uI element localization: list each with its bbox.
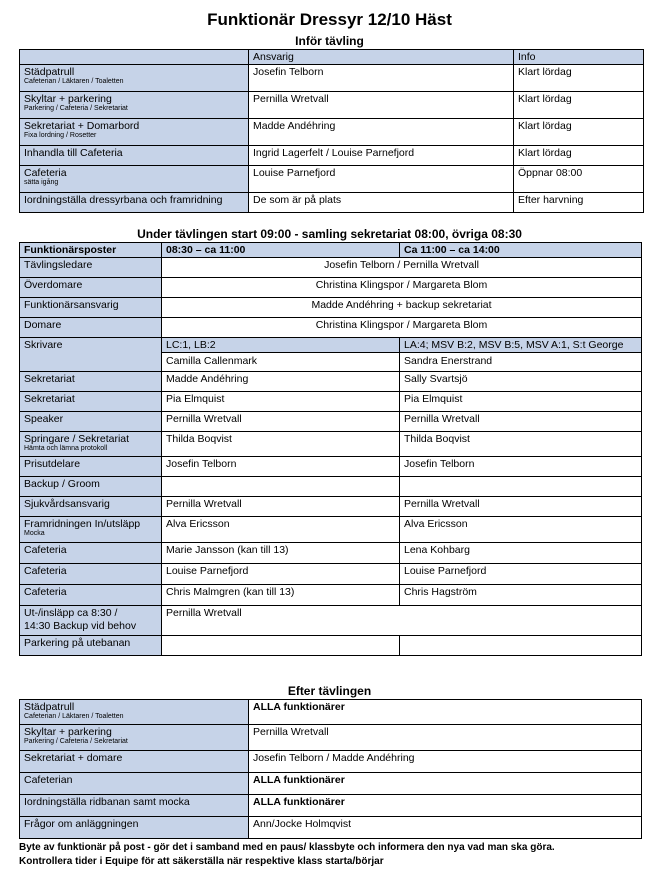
post-label: Funktionärsansvarig (20, 298, 162, 318)
table-row (20, 751, 642, 773)
before-heading: Inför tävling (295, 34, 364, 48)
footer-note (19, 841, 649, 869)
table-row (20, 338, 642, 372)
task-label: Cafeteria (24, 167, 67, 179)
col-info: Info (514, 50, 644, 65)
person-cell: Josefin Telborn (162, 457, 400, 477)
table-row (20, 258, 642, 278)
col-morning: 08:30 – ca 11:00 (162, 243, 400, 258)
post-label: Parkering på utebanan (20, 636, 162, 656)
person-cell: De som är på plats (249, 193, 514, 213)
col-ansvarig: Ansvarig (249, 50, 514, 65)
post-label: Skrivare (20, 338, 162, 372)
task-label: Frågor om anläggningen (20, 817, 249, 839)
person-cell: Louise Parnefjord (249, 166, 514, 193)
person-cell (400, 477, 642, 497)
person-cell: Pia Elmquist (400, 392, 642, 412)
person-cell: Ingrid Lagerfelt / Louise Parnefjord (249, 146, 514, 166)
person-cell: Pernilla Wretvall (162, 606, 642, 636)
table-row (20, 477, 642, 497)
after-heading: Efter tävlingen (287, 684, 372, 698)
info-cell: Klart lördag (514, 92, 644, 119)
post-label: Cafeteria (20, 585, 162, 606)
post-label: Prisutdelare (20, 457, 162, 477)
person-cell (162, 636, 400, 656)
table-row (20, 543, 642, 564)
table-row (20, 795, 642, 817)
task-label: Sekretariat + Domarbord (24, 120, 140, 132)
person-cell: Madde Andéhring + backup sekretariat (162, 298, 642, 318)
task-note: Parkering / Cafeteria / Sekretariat (24, 105, 128, 112)
task-label: Städpatrull (24, 701, 75, 713)
table-row (20, 585, 642, 606)
task-label: Cafeterian (20, 773, 249, 795)
page-title: Funktionär Dressyr 12/10 Häst (207, 10, 452, 29)
post-label-line1: Ut-/insläpp ca 8:30 / (24, 607, 118, 619)
post-label: Domare (20, 318, 162, 338)
post-label: Sekretariat (20, 392, 162, 412)
table-row (20, 773, 642, 795)
person-cell: Pia Elmquist (162, 392, 400, 412)
table-row (20, 497, 642, 517)
info-cell: Klart lördag (514, 65, 644, 92)
table-row (20, 318, 642, 338)
before-header-row (20, 50, 644, 65)
before-table (19, 49, 644, 213)
after-table (19, 699, 642, 839)
person-cell: Josefin Telborn / Madde Andéhring (249, 751, 642, 773)
footer-line-1: Byte av funktionär på post - gör det i samband med en paus/ klassbyte och informera den nya vad man ska göra. (19, 842, 555, 853)
post-label: Backup / Groom (20, 477, 162, 497)
table-row (20, 92, 644, 119)
post-label: Framridningen In/utsläpp (24, 518, 141, 530)
person-cell (162, 477, 400, 497)
person-cell: Madde Andéhring (249, 119, 514, 146)
task-label: Skyltar + parkering (24, 93, 112, 105)
person-cell: Pernilla Wretvall (162, 497, 400, 517)
table-row (20, 392, 642, 412)
person-cell: Thilda Boqvist (162, 432, 400, 457)
post-note: Mocka (24, 530, 45, 537)
table-row (20, 817, 642, 839)
post-label-line2: 14:30 Backup vid behov (24, 620, 137, 632)
task-label: Sekretariat + domare (20, 751, 249, 773)
person-cell: Pernilla Wretvall (400, 497, 642, 517)
col-afternoon: Ca 11:00 – ca 14:00 (400, 243, 642, 258)
table-row (20, 372, 642, 392)
info-cell: Efter harvning (514, 193, 644, 213)
person-cell: Ann/Jocke Holmqvist (249, 817, 642, 839)
person-cell: Chris Malmgren (kan till 13) (162, 585, 400, 606)
person-cell: Pernilla Wretvall (400, 412, 642, 432)
task-note: sätta igång (24, 179, 59, 186)
post-label: Sekretariat (20, 372, 162, 392)
person-cell: ALLA funktionärer (249, 795, 642, 817)
person-cell: Christina Klingspor / Margareta Blom (162, 278, 642, 298)
table-row (20, 119, 644, 146)
task-label: Iordningställa dressyrbana och framridning (20, 193, 249, 213)
post-label: Tävlingsledare (20, 258, 162, 278)
task-note: Fixa lordning / Rosetter (24, 132, 97, 139)
table-row (20, 517, 642, 543)
person-cell: Sandra Enerstrand (404, 355, 493, 367)
post-label: Speaker (20, 412, 162, 432)
table-row (20, 278, 642, 298)
person-cell: Madde Andéhring (162, 372, 400, 392)
person-cell: Lena Kohbarg (400, 543, 642, 564)
person-cell: Louise Parnefjord (400, 564, 642, 585)
post-note: Hämta och lämna protokoll (24, 445, 108, 452)
table-row (20, 412, 642, 432)
info-cell: Klart lördag (514, 146, 644, 166)
person-cell: Christina Klingspor / Margareta Blom (162, 318, 642, 338)
person-cell: Sally Svartsjö (400, 372, 642, 392)
during-heading: Under tävlingen start 09:00 - samling sekretariat 08:00, övriga 08:30 (137, 227, 522, 241)
post-label: Cafeteria (20, 564, 162, 585)
task-label: Skyltar + parkering (24, 726, 112, 738)
post-label: Sjukvårdsansvarig (20, 497, 162, 517)
person-cell: Alva Ericsson (400, 517, 642, 543)
task-note: Cafeterian / Läktaren / Toaletten (24, 78, 124, 85)
table-row (20, 700, 642, 725)
person-cell: Louise Parnefjord (162, 564, 400, 585)
table-row (20, 457, 642, 477)
class-list: LA:4; MSV B:2, MSV B:5, MSV A:1, S:t George (400, 338, 641, 353)
info-cell: Öppnar 08:00 (514, 166, 644, 193)
task-label: Städpatrull (24, 66, 75, 78)
table-row (20, 725, 642, 751)
table-row (20, 146, 644, 166)
person-cell: ALLA funktionärer (249, 773, 642, 795)
class-list: LC:1, LB:2 (162, 338, 399, 353)
task-note: Cafeterian / Läktaren / Toaletten (24, 713, 124, 720)
person-cell: Pernilla Wretvall (162, 412, 400, 432)
person-cell: Pernilla Wretvall (249, 725, 642, 751)
footer-line-2: Kontrollera tider i Equipe för att säkerställa när respektive klass starta/börjar (19, 856, 384, 867)
task-label: Iordningställa ridbanan samt mocka (20, 795, 249, 817)
table-row (20, 432, 642, 457)
person-cell: Josefin Telborn (400, 457, 642, 477)
task-label: Inhandla till Cafeteria (20, 146, 249, 166)
table-row (20, 636, 642, 656)
person-cell: Alva Ericsson (162, 517, 400, 543)
person-cell: ALLA funktionärer (249, 700, 642, 725)
person-cell (400, 636, 642, 656)
col-post: Funktionärsposter (20, 243, 162, 258)
person-cell: Marie Jansson (kan till 13) (162, 543, 400, 564)
during-table (19, 242, 642, 656)
table-row (20, 166, 644, 193)
table-row (20, 298, 642, 318)
during-header-row (20, 243, 642, 258)
person-cell: Josefin Telborn (249, 65, 514, 92)
person-cell: Josefin Telborn / Pernilla Wretvall (162, 258, 642, 278)
post-label: Överdomare (20, 278, 162, 298)
table-row (20, 564, 642, 585)
person-cell: Camilla Callenmark (166, 355, 258, 367)
person-cell: Pernilla Wretvall (249, 92, 514, 119)
person-cell: Chris Hagström (400, 585, 642, 606)
person-cell: Thilda Boqvist (400, 432, 642, 457)
table-row (20, 606, 642, 636)
table-row (20, 193, 644, 213)
post-label: Cafeteria (20, 543, 162, 564)
post-label: Springare / Sekretariat (24, 433, 130, 445)
info-cell: Klart lördag (514, 119, 644, 146)
table-row (20, 65, 644, 92)
task-note: Parkering / Cafeteria / Sekretariat (24, 738, 128, 745)
